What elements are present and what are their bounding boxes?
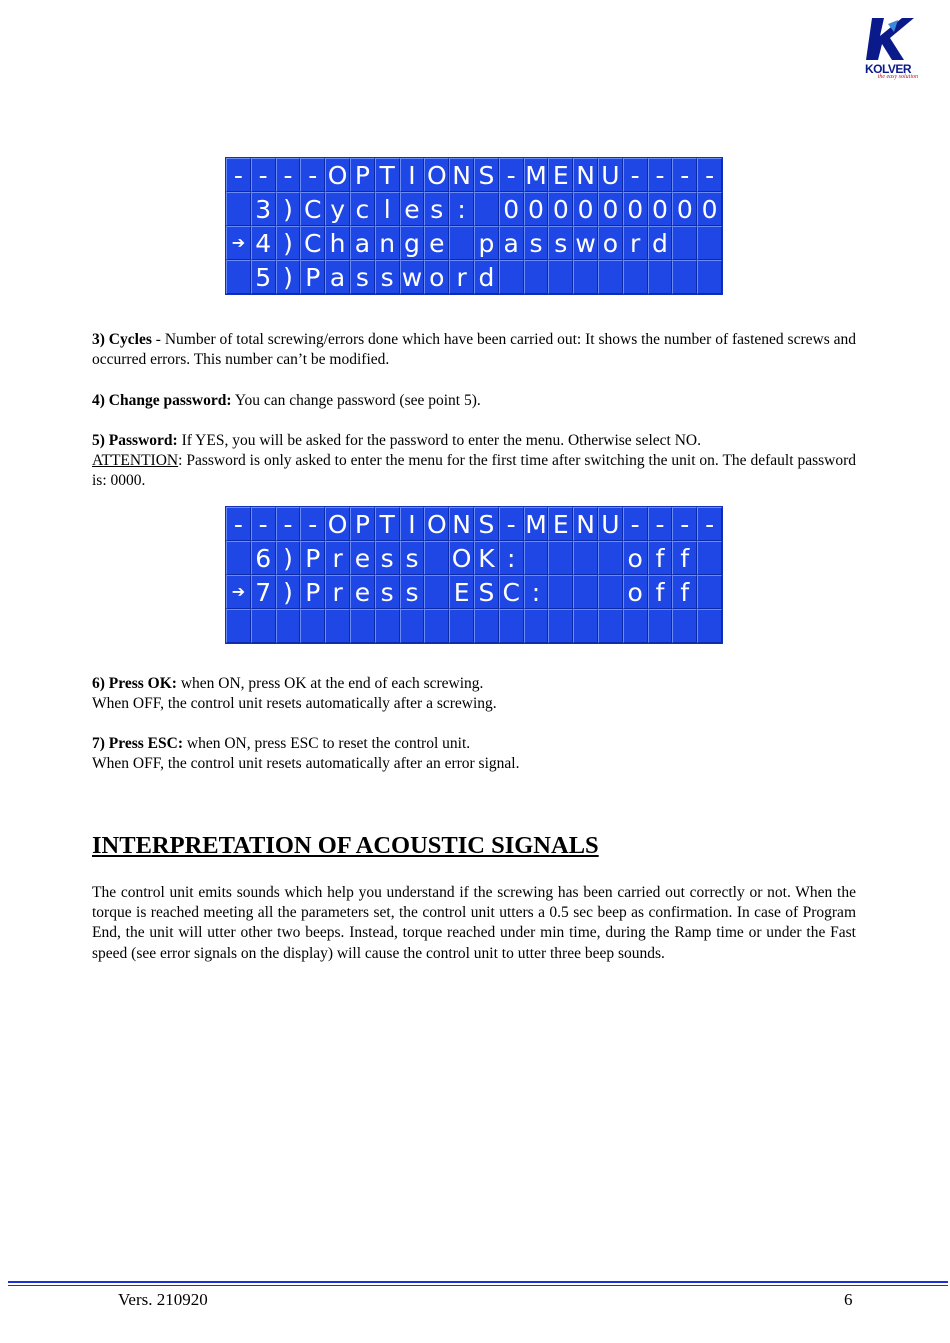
lcd-cell: E <box>548 507 573 541</box>
lcd-cell <box>524 260 549 294</box>
item-password <box>92 431 856 492</box>
lcd-cell: s <box>400 541 425 575</box>
logo-brand: KOLVER <box>864 62 912 76</box>
lcd-cell <box>598 575 623 609</box>
lcd-cell <box>251 609 276 643</box>
lcd-cell: a <box>499 226 524 260</box>
lcd-cell <box>598 609 623 643</box>
lcd-cell: s <box>524 226 549 260</box>
lcd-cell <box>623 609 648 643</box>
lcd-cell: C <box>499 575 524 609</box>
lcd-cell: e <box>350 541 375 575</box>
lcd-cell: N <box>449 158 474 192</box>
lcd-cell: e <box>400 192 425 226</box>
lcd-cell: M <box>524 507 549 541</box>
lcd-cell <box>697 609 722 643</box>
lcd-cell: h <box>325 226 350 260</box>
lcd-cell <box>548 575 573 609</box>
section-body <box>92 883 856 964</box>
press-ok-label: 6) Press OK: <box>92 675 177 692</box>
lcd-cell: O <box>325 158 350 192</box>
lcd-cell <box>424 575 449 609</box>
lcd-cell: O <box>325 507 350 541</box>
lcd-cell: - <box>300 158 325 192</box>
lcd-cell <box>573 575 598 609</box>
press-esc-off: When OFF, the control unit resets automatically after an error signal. <box>92 755 520 773</box>
lcd-cell: U <box>598 158 623 192</box>
lcd-cell: s <box>424 192 449 226</box>
lcd-cell: 0 <box>499 192 524 226</box>
item-cycles <box>92 330 856 370</box>
lcd-cell: ) <box>276 226 301 260</box>
lcd-cell: c <box>350 192 375 226</box>
lcd-cell: p <box>474 226 499 260</box>
lcd-cell: ) <box>276 541 301 575</box>
logo-tagline: the easy solution <box>877 74 918 80</box>
lcd-cell: - <box>499 507 524 541</box>
lcd-cell <box>598 541 623 575</box>
footer-divider-thin <box>8 1285 948 1286</box>
lcd-cell: N <box>573 507 598 541</box>
lcd-cell <box>449 226 474 260</box>
lcd-cell: 0 <box>697 192 722 226</box>
change-password-label: 4) Change password: <box>92 392 232 409</box>
lcd-cell: P <box>350 507 375 541</box>
lcd-cell <box>375 609 400 643</box>
lcd-cell <box>499 609 524 643</box>
lcd-cell: - <box>648 158 673 192</box>
lcd-cell: f <box>648 575 673 609</box>
lcd-cell: - <box>276 158 301 192</box>
password-text: If YES, you will be asked for the password to enter the menu. Otherwise select NO. <box>177 432 701 449</box>
lcd-cell: 5 <box>251 260 276 294</box>
lcd-cell: N <box>573 158 598 192</box>
lcd-cell: o <box>623 575 648 609</box>
lcd-cell: M <box>524 158 549 192</box>
lcd-cell: T <box>375 158 400 192</box>
lcd-cell: C <box>300 226 325 260</box>
lcd-cell: 0 <box>598 192 623 226</box>
press-ok-off: When OFF, the control unit resets automatically after a screwing. <box>92 695 497 713</box>
lcd-cell: O <box>449 541 474 575</box>
lcd-cell: d <box>648 226 673 260</box>
lcd-cell: - <box>226 158 251 192</box>
lcd-cell: 0 <box>623 192 648 226</box>
lcd-cell: w <box>573 226 598 260</box>
lcd-cell: r <box>325 541 350 575</box>
lcd-cell: 0 <box>524 192 549 226</box>
lcd-cell: e <box>350 575 375 609</box>
lcd-cell <box>350 609 375 643</box>
lcd-cell <box>548 609 573 643</box>
lcd-cell: S <box>474 507 499 541</box>
lcd-cell: - <box>499 158 524 192</box>
lcd-cell <box>226 260 251 294</box>
lcd-cell <box>325 609 350 643</box>
lcd-cell: s <box>400 575 425 609</box>
lcd-cell: g <box>400 226 425 260</box>
lcd-cell: r <box>449 260 474 294</box>
cycles-text: - Number of total screwing/errors done which have been carried out: It shows the number of fastened screws and occurred errors. This number can’t be modified. <box>92 331 856 369</box>
lcd-cell: K <box>474 541 499 575</box>
lcd-cell: E <box>449 575 474 609</box>
lcd-cell: y <box>325 192 350 226</box>
acoustic-paragraph: The control unit emits sounds which help you understand if the screwing has been carried out correctly or not. When the torque is reached meeting all the parameters set, the control unit utters a 0.5 sec beep as confirmation. In case of Program End, the unit will utter other two beeps. Instead, torque reached under min time, during the Ramp time or under the Fast speed (see error signals on the display) will cause the control unit to utter three beep sounds. <box>92 884 856 962</box>
lcd-cell: 0 <box>548 192 573 226</box>
footer-version: Vers. 210920 <box>118 1290 208 1309</box>
lcd-cell: - <box>623 507 648 541</box>
change-password-text: You can change password (see point 5). <box>231 392 481 409</box>
press-esc-text: when ON, press ESC to reset the control unit. <box>183 735 471 752</box>
lcd-cell <box>424 541 449 575</box>
lcd-cell: P <box>300 575 325 609</box>
lcd-cell: e <box>424 226 449 260</box>
lcd-cell: ) <box>276 575 301 609</box>
lcd-cell: - <box>672 158 697 192</box>
lcd-cell <box>300 609 325 643</box>
lcd-cell: - <box>697 507 722 541</box>
lcd-cell: : <box>524 575 549 609</box>
lcd-cell <box>672 226 697 260</box>
lcd-cell: - <box>672 507 697 541</box>
lcd-cell <box>548 541 573 575</box>
lcd-cell <box>400 609 425 643</box>
lcd-cell: n <box>375 226 400 260</box>
lcd-cell <box>697 226 722 260</box>
password-label: 5) Password: <box>92 432 178 449</box>
lcd-display-options-1 <box>225 157 723 295</box>
lcd-cell <box>697 260 722 294</box>
kolver-k-icon <box>858 14 918 64</box>
lcd-cell: : <box>449 192 474 226</box>
attention-text: : Password is only asked to enter the menu for the first time after switching the unit on. The default password is: 0000. <box>92 452 856 490</box>
lcd-cell: - <box>276 507 301 541</box>
lcd-cell <box>499 260 524 294</box>
lcd-cell <box>548 260 573 294</box>
lcd-cell <box>697 575 722 609</box>
lcd-cell: a <box>350 226 375 260</box>
lcd-display-options-2 <box>225 506 723 644</box>
lcd-cell <box>672 609 697 643</box>
lcd-cell: 7 <box>251 575 276 609</box>
lcd-cell: ) <box>276 192 301 226</box>
lcd-cell <box>474 192 499 226</box>
lcd-cell <box>598 260 623 294</box>
lcd-cell <box>276 609 301 643</box>
lcd-cell: 4 <box>251 226 276 260</box>
lcd-cell: P <box>350 158 375 192</box>
lcd-cell: r <box>325 575 350 609</box>
lcd-cell: - <box>648 507 673 541</box>
lcd-cell <box>697 541 722 575</box>
lcd-cell: s <box>548 226 573 260</box>
lcd-cell <box>524 541 549 575</box>
kolver-logo <box>858 14 918 84</box>
lcd-cell <box>573 609 598 643</box>
lcd-cell: 0 <box>648 192 673 226</box>
lcd-cell: 0 <box>573 192 598 226</box>
press-ok-text: when ON, press OK at the end of each screwing. <box>176 675 484 692</box>
lcd-cell: o <box>623 541 648 575</box>
lcd-cell: N <box>449 507 474 541</box>
lcd-cell: O <box>424 158 449 192</box>
item-press-esc <box>92 734 856 774</box>
lcd-cell: s <box>350 260 375 294</box>
lcd-cell: 3 <box>251 192 276 226</box>
lcd-cell: w <box>400 260 425 294</box>
lcd-cell <box>226 541 251 575</box>
lcd-cell: - <box>251 507 276 541</box>
lcd-cell <box>672 260 697 294</box>
lcd-cell: P <box>300 541 325 575</box>
cycles-label: 3) Cycles <box>92 331 152 348</box>
lcd-cell: s <box>375 260 400 294</box>
lcd-cell: U <box>598 507 623 541</box>
lcd-cell: f <box>672 541 697 575</box>
lcd-cell: s <box>375 541 400 575</box>
lcd-cell <box>474 609 499 643</box>
lcd-cell: o <box>598 226 623 260</box>
lcd-cell: s <box>375 575 400 609</box>
lcd-cell: P <box>300 260 325 294</box>
attention-label: ATTENTION <box>92 452 179 470</box>
lcd-cell: T <box>375 507 400 541</box>
lcd-cell: E <box>548 158 573 192</box>
lcd-cell: : <box>499 541 524 575</box>
lcd-cell: f <box>672 575 697 609</box>
lcd-cell: - <box>697 158 722 192</box>
lcd-cell <box>573 541 598 575</box>
lcd-cell <box>648 260 673 294</box>
press-esc-label: 7) Press ESC: <box>92 735 183 752</box>
lcd-cursor-arrow-icon: ➔ <box>226 575 251 609</box>
lcd-cell <box>623 260 648 294</box>
lcd-cell: S <box>474 158 499 192</box>
lcd-cell <box>226 609 251 643</box>
lcd-cell: ) <box>276 260 301 294</box>
lcd-cell <box>648 609 673 643</box>
footer-divider <box>8 1281 948 1283</box>
lcd-cell <box>226 192 251 226</box>
lcd-cell: S <box>474 575 499 609</box>
lcd-cell <box>424 609 449 643</box>
lcd-cell <box>573 260 598 294</box>
footer-page-number: 6 <box>844 1290 853 1309</box>
lcd-cell <box>524 609 549 643</box>
section-heading: INTERPRETATION OF ACOUSTIC SIGNALS <box>92 832 599 859</box>
lcd-cell: O <box>424 507 449 541</box>
lcd-cell: C <box>300 192 325 226</box>
lcd-cell: - <box>226 507 251 541</box>
lcd-cell: - <box>300 507 325 541</box>
lcd-cell: 6 <box>251 541 276 575</box>
lcd-cell: d <box>474 260 499 294</box>
lcd-cell: I <box>400 507 425 541</box>
lcd-cell: I <box>400 158 425 192</box>
item-change-password <box>92 391 856 411</box>
lcd-cell <box>449 609 474 643</box>
lcd-cell: - <box>251 158 276 192</box>
lcd-cell: - <box>623 158 648 192</box>
lcd-cell: a <box>325 260 350 294</box>
lcd-cell: r <box>623 226 648 260</box>
lcd-cell: f <box>648 541 673 575</box>
lcd-cell: l <box>375 192 400 226</box>
item-press-ok <box>92 674 856 714</box>
lcd-cursor-arrow-icon: ➔ <box>226 226 251 260</box>
lcd-cell: o <box>424 260 449 294</box>
lcd-cell: 0 <box>672 192 697 226</box>
